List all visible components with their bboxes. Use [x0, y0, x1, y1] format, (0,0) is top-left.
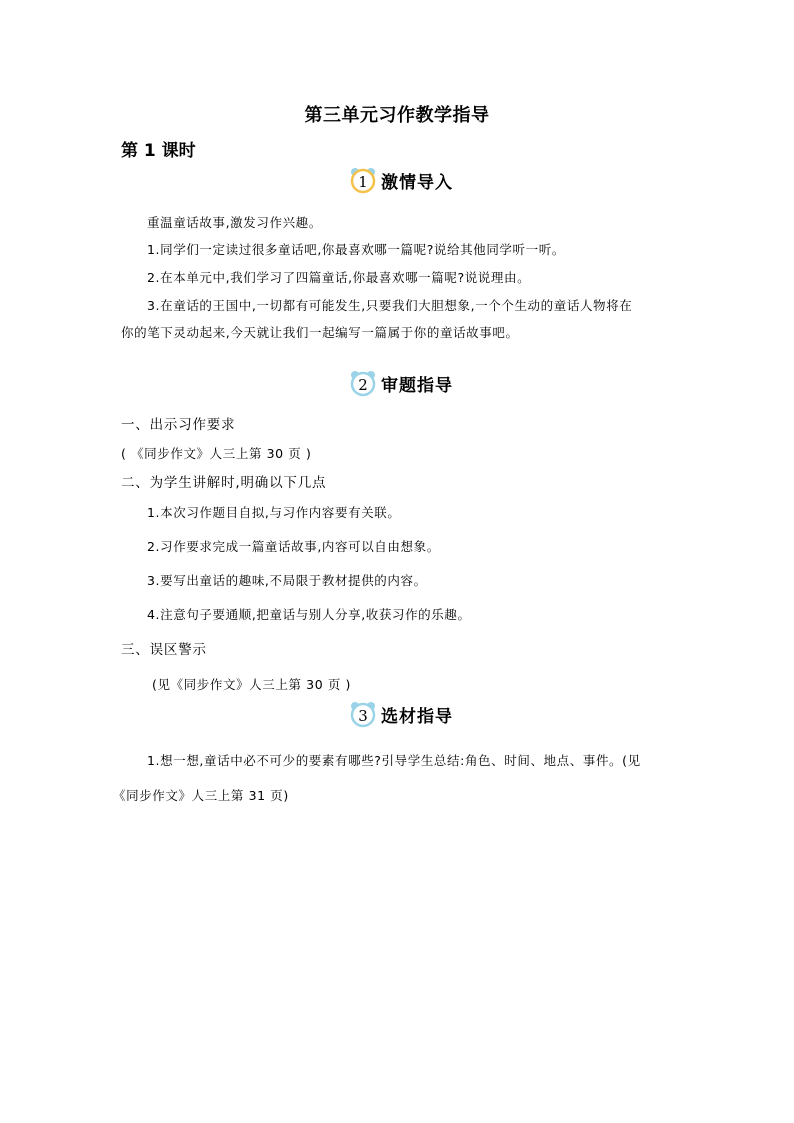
section-title: 激情导入: [381, 172, 453, 193]
section-title: 审题指导: [381, 375, 453, 396]
intro-question-3-line-2: 你的笔下灵动起来,今天就让我们一起编写一篇属于你的童话故事吧。: [121, 325, 519, 340]
badge-number: 3: [358, 707, 368, 725]
review-reference-1: ( 《同步作文》人三上第 30 页 ): [121, 446, 312, 461]
intro-question-3-line-1: 3.在童话的王国中,一切都有可能发生,只要我们大胆想象,一个个生动的童话人物将在: [147, 298, 633, 313]
review-point-3: 3.要写出童话的趣味,不局限于教材提供的内容。: [147, 573, 427, 588]
intro-question-1: 1.同学们一定读过很多童话吧,你最喜欢哪一篇呢?说给其他同学听一听。: [147, 242, 565, 257]
review-heading-3: 三、误区警示: [121, 642, 207, 658]
lesson-heading: 第 1 课时: [121, 141, 196, 161]
number-badge-icon: [349, 700, 377, 728]
number-badge-icon: [349, 166, 377, 194]
section-heading-3: [0, 700, 794, 728]
review-point-2: 2.习作要求完成一篇童话故事,内容可以自由想象。: [147, 539, 440, 554]
section-heading-1: [0, 166, 794, 194]
review-point-1: 1.本次习作题目自拟,与习作内容要有关联。: [147, 505, 401, 520]
review-heading-2: 二、为学生讲解时,明确以下几点: [121, 475, 327, 491]
badge-number: 1: [358, 173, 368, 191]
number-badge-icon: [349, 369, 377, 397]
badge-number: 2: [358, 376, 368, 394]
review-heading-1: 一、出示习作要求: [121, 417, 236, 433]
section-heading-2: [0, 369, 794, 397]
material-line-2: 《同步作文》人三上第 31 页): [113, 788, 289, 803]
review-point-4: 4.注意句子要通顺,把童话与别人分享,收获习作的乐趣。: [147, 607, 471, 622]
page-title: 第三单元习作教学指导: [304, 105, 490, 126]
section-title: 选材指导: [381, 706, 453, 727]
intro-question-2: 2.在本单元中,我们学习了四篇童话,你最喜欢哪一篇呢?说说理由。: [147, 270, 531, 285]
review-reference-3: (见《同步作文》人三上第 30 页 ): [152, 677, 351, 692]
material-line-1: 1.想一想,童话中必不可少的要素有哪些?引导学生总结:角色、时间、地点、事件。(见: [147, 753, 641, 768]
intro-lead: 重温童话故事,激发习作兴趣。: [147, 215, 322, 230]
